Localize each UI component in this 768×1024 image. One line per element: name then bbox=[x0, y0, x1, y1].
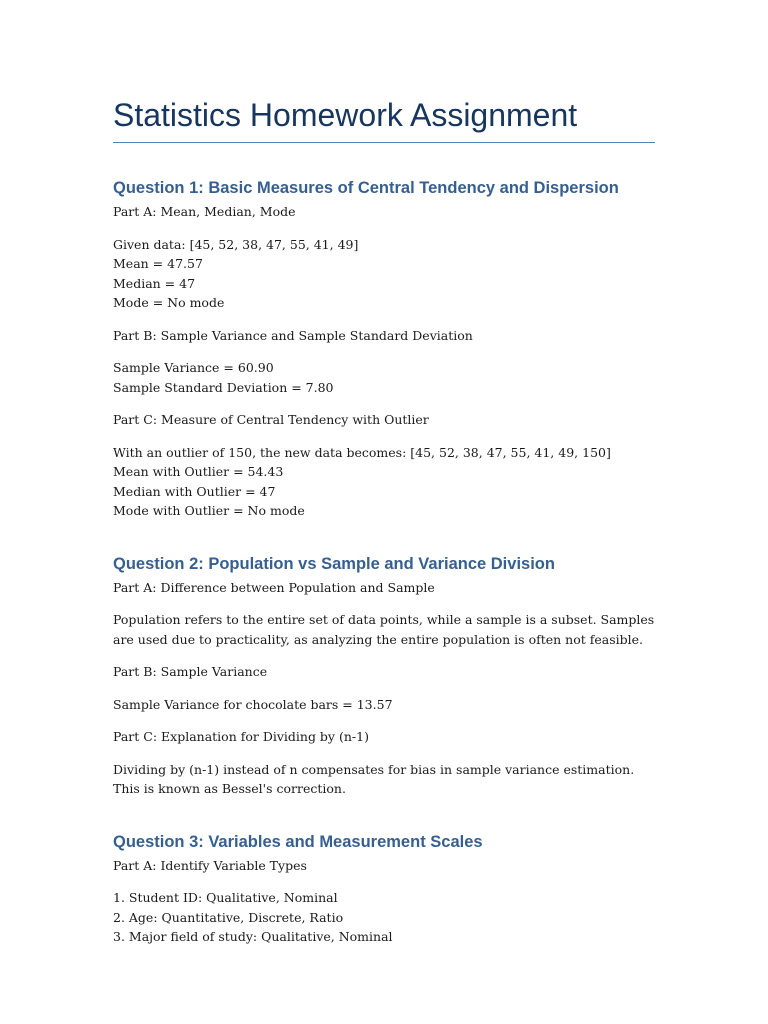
q1-mean: Mean = 47.57 bbox=[113, 256, 203, 271]
q3-list-item: 3. Major field of study: Qualitative, Nominal bbox=[113, 929, 393, 944]
q1-part-a-label: Part A: Mean, Median, Mode bbox=[113, 204, 296, 219]
document-title: Statistics Homework Assignment bbox=[113, 96, 655, 143]
q3-part-a-label: Part A: Identify Variable Types bbox=[113, 857, 307, 873]
q1-given-data: Given data: [45, 52, 38, 47, 55, 41, 49] bbox=[113, 236, 359, 252]
document-page bbox=[113, 96, 655, 947]
question-3-heading: Question 3: Variables and Measurement Scales bbox=[113, 832, 483, 851]
q1-outlier-data: With an outlier of 150, the new data becomes: [45, 52, 38, 47, 55, 41, 49, 150] bbox=[113, 444, 611, 460]
q1-part-b-label: Part B: Sample Variance and Sample Standard Deviation bbox=[113, 327, 473, 343]
q1-mode-outlier: Mode with Outlier = No mode bbox=[113, 503, 305, 518]
q2-part-b-label: Part B: Sample Variance bbox=[113, 664, 268, 679]
q3-list-item: 2. Age: Quantitative, Discrete, Ratio bbox=[113, 909, 344, 925]
q2-part-a-label: Part A: Difference between Population and Sample bbox=[113, 579, 435, 595]
q2-population-paragraph: Population refers to the entire set of data points, while a sample is a subset. Samples are used due to practicality, as analyzing the entire population is often not feasible. bbox=[113, 612, 655, 647]
q3-list-item: 1. Student ID: Qualitative, Nominal bbox=[113, 890, 338, 905]
q1-median-outlier: Median with Outlier = 47 bbox=[113, 483, 276, 499]
q1-part-c-label: Part C: Measure of Central Tendency with Outlier bbox=[113, 412, 429, 427]
q2-part-c-label: Part C: Explanation for Dividing by (n-1) bbox=[113, 729, 369, 744]
q2-chocolate-variance: Sample Variance for chocolate bars = 13.57 bbox=[113, 696, 393, 712]
q1-mode: Mode = No mode bbox=[113, 295, 225, 310]
question-1-heading: Question 1: Basic Measures of Central Tendency and Dispersion bbox=[113, 179, 619, 197]
q1-mean-outlier: Mean with Outlier = 54.43 bbox=[113, 464, 284, 479]
question-2-heading: Question 2: Population vs Sample and Variance Division bbox=[113, 554, 555, 573]
q1-median: Median = 47 bbox=[113, 275, 196, 291]
q1-sample-variance: Sample Variance = 60.90 bbox=[113, 360, 274, 375]
q2-bessel-paragraph: Dividing by (n-1) instead of n compensates for bias in sample variance estimation. This is known as Bessel's correction. bbox=[113, 761, 635, 796]
q1-sample-std: Sample Standard Deviation = 7.80 bbox=[113, 379, 334, 395]
